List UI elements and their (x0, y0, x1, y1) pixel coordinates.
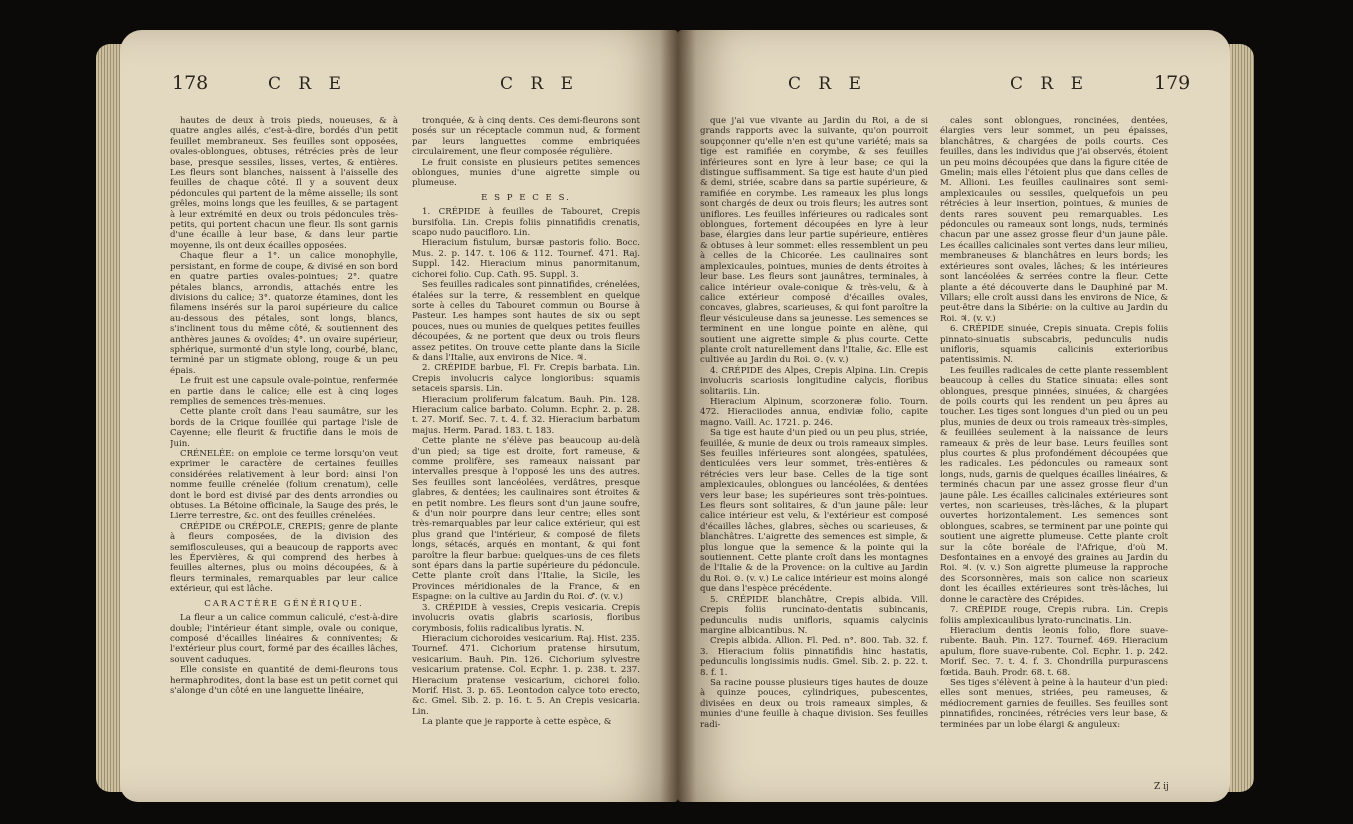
paragraph: La fleur a un calice commun caliculé, c'est-à-dire double; l'intérieur étant simple, ovale ou conique, composé d'écailles linéaires & conniventes; & l'extérieur plus court, formé par des écailles lâches, souvent caduques. (170, 613, 398, 665)
paragraph: 3. CRÉPIDE à vessies, Crepis vesicaria. Crepis involucris ovatis glabris scariosis, floribus corymbosis, foliis radicalibus lyratis. N. (412, 602, 640, 634)
paragraph: Hieracium cichoroides vesicarium. Raj. Hist. 235. Tournef. 471. Cichorium pratense hirsutum, vesicarium. Bauh. Pin. 126. Cichorium sylvestre vesicarium pratense. Col. Ecphr. 1. p. 238. t. 237. Hieracium pratense vesicarium, cichorei folio. Morif. Hist. 3. p. 65. Leontodon calyce toto erecto, &c. Gmel. Sib. 2. p. 16. t. 5. An Crepis vesicaria. Lin. (412, 633, 640, 717)
paragraph: 6. CRÉPIDE sinuée, Crepis sinuata. Crepis foliis pinnato-sinuatis subscabris, pedunculis nudis unifloris, squamis calicinis exterioribus patentissimis. N. (940, 324, 1168, 366)
paragraph: cales sont oblongues, roncinées, dentées, élargies vers leur sommet, un peu épaisses, blanchâtres, & chargées de poils courts. Ces feuilles, dans les individus que j'ai observés, étoient un peu moins découpées que dans la figure citée de Gmelin; mais elles l'étoient plus que dans celles de M. Allioni. Les feuilles caulinaires sont semi-amplexicaules ou sessiles, quelquefois un peu rétrécies à leur insertion, pointues, & munies de dents rares souvent peu remarquables. Les pédoncules ou rameaux sont longs, nuds, terminés chacun par une assez grosse fleur d'un jaune pâle. Les écailles calicinales sont vertes dans leur milieu, membraneuses & blanchâtres en leurs bords; les extérieures sont ovales, lâches; & les intérieures sont lancéolées & serrées contre la fleur. Cette plante a été découverte dans le Dauphiné par M. Villars; elle croît aussi dans les environs de Nice, & peut-être dans la Sibérie: on la cultive au Jardin du Roi. ♃. (v. v.) (940, 116, 1168, 324)
right-page (678, 30, 1230, 802)
paragraph: Chaque fleur a 1°. un calice monophylle, persistant, en forme de coupe, & divisé en son bord en quatre parties ovales-pointues; 2°. quatre pétales blancs, arrondis, attachés entre les divisions du calice; 3°. quatorze étamines, dont les filamens insérés sur la paroi supérieure du calice au-dessous des pétales, sont longs, blancs, s'inclinent tous du même côté, & soutiennent des anthères jaunes & ovoïdes; 4°. un ovaire supérieur, sphérique, surmonté d'un style long, courbé, blanc, terminé par un stigmate oblong, rouge & un peu épais. (170, 251, 398, 376)
paragraph: CRÉPIDE ou CRÉPOLE, CREPIS; genre de plante à fleurs composées, de la division des semiflosculeuses, qui a beaucoup de rapports avec les Épervières, & qui comprend des herbes à feuilles alternes, plus ou moins découpées, & à fleurs terminales, remarquables par leur calice extérieur, qui est lâche. (170, 521, 398, 595)
paragraph: Le fruit est une capsule ovale-pointue, renfermée en partie dans le calice; elle est à cinq loges remplies de semences très-menues. (170, 376, 398, 407)
paragraph: Hieracium proliferum falcatum. Bauh. Pin. 128. Hieracium calice barbato. Column. Ecphr. 2. p. 28. t. 27. Morif. Sec. 7. t. 4. f. 32. Hieracium barbatum majus. Herm. Parad. 183. t. 183. (412, 394, 640, 436)
page-number-left: 178 (172, 72, 209, 94)
running-header-left-2: C R E (500, 74, 580, 94)
paragraph: 2. CRÉPIDE barbue, Fl. Fr. Crepis barbata. Lin. Crepis involucris calyce longioribus: squamis setaceis sparsis. Lin. (412, 363, 640, 395)
paragraph: Elle consiste en quantité de demi-fleurons tous hermaphrodites, dont la base est un petit cornet qui s'alonge d'un côté en une languette linéaire, (170, 665, 398, 696)
right-page-column-1 (700, 116, 928, 802)
section-heading: CARACTÈRE GÉNÉRIQUE. (204, 598, 364, 609)
paragraph: que j'ai vue vivante au Jardin du Roi, a de si grands rapports avec la suivante, qu'on pourroit soupçonner qu'elle n'en est qu'une variété; mais sa tige est ramifiée en corymbe, & ses feuilles inférieures sont en lyre à leur base; ce qui la distingue suffisamment. Sa tige est haute d'un pied & demi, striée, scabre dans sa partie supérieure, & ramifiée en corymbe. Les rameaux les plus longs sont chargés de deux ou trois fleurs; les autres sont uniflores. Les feuilles inférieures ou radicales sont oblongues, fortement découpées en lyre à leur base, élargies dans leur partie supérieure, entières & obtuses à leur sommet: elles ressemblent un peu à celles de la Chicorée. Les caulinaires sont amplexicaules, pointues, munies de dents étroites à leur base. Les fleurs sont jaunâtres, terminales, à calice intérieur ovale-conique & très-velu, & à calice extérieur composé d'écailles ovales, concaves, glabres, scarieuses, & qui font paroître la fleur vésiculeuse dans sa jeunesse. Les semences se terminent en une longue pointe en alène, qui soutient une aigrette simple & plus courte. Cette plante croît naturellement dans l'Italie, &c. Elle est cultivée au Jardin du Roi. ⊙. (v. v.) (700, 116, 928, 366)
paragraph: Ses feuilles radicales sont pinnatifides, crénelées, étalées sur la terre, & ressemblent en quelque sorte à celles du Tabouret commun ou Bourse à Pasteur. Les hampes sont hautes de six ou sept pouces, nues ou munies de quelques petites feuilles découpées, & ne portent que deux ou trois fleurs assez petites. On trouve cette plante dans la Sicile & dans l'Italie, aux environs de Nice. ♃. (412, 280, 640, 363)
paragraph: Crepis albida. Allion. Fl. Ped. n°. 800. Tab. 32. f. 3. Hieracium foliis pinnatifidis hinc hastatis, pedunculis longissimis nudis. Gmel. Sib. 2. p. 22. t. 8. f. 1. (700, 636, 928, 678)
paragraph: 5. CRÉPIDE blanchâtre, Crepis albida. Vill. Crepis foliis runcinato-dentatis subincanis, pedunculis nudis unifloris, squamis calycinis margine albicantibus. N. (700, 594, 928, 636)
paragraph: La plante que je rapporte à cette espèce, & (422, 717, 612, 728)
running-header-right-1: C R E (788, 74, 868, 94)
paragraph: 4. CRÉPIDE des Alpes, Crepis Alpina. Lin. Crepis involucris scariosis longitudine calycis, floribus solitariis. Lin. (700, 365, 928, 397)
right-page-column-2 (940, 116, 1168, 802)
paragraph: Cette plante croît dans l'eau saumâtre, sur les bords de la Crique fouillée qui partage l'isle de Cayenne; elle fleurit & fructifie dans le mois de Juin. (170, 407, 398, 449)
paragraph: Hieracium fistulum, bursæ pastoris folio. Bocc. Mus. 2. p. 147. t. 106 & 112. Tournef. 471. Raj. Suppl. 142. Hieracium minus panormitanum, cichorei folio. Cup. Cath. 95. Suppl. 3. (412, 238, 640, 280)
paragraph: Les feuilles radicales de cette plante ressemblent beaucoup à celles du Statice sinuata: elles sont oblongues, presque pinnées, sinuées, & chargées de poils courts qui les rendent un peu âpres au toucher. Les tiges sont longues d'un pied ou un peu plus, munies de deux ou trois rameaux très-simples, & feuillées seulement à la naissance de leurs rameaux & près de leur base. Leurs feuilles sont plus courtes & plus profondément découpées que les radicales. Les pédoncules ou rameaux sont longs, nuds, garnis de quelques écailles linéaires, & terminés chacun par une assez grosse fleur d'un jaune pâle. Les écailles calicinales extérieures sont vertes, non scarieuses, très-lâches, & la plupart ouvertes horizontalement. Les semences sont oblongues, scabres, se terminent par une pointe qui soutient une aigrette plumeuse. Cette plante croît sur la côte boréale de l'Afrique, d'où M. Desfontaines en a envoyé des graines au Jardin du Roi. ♃. (v. v.) Son aigrette plumeuse la rapproche des Scorsonnères, mais son calice non scarieux dont les écailles extérieures sont très-lâches, lui donne le caractère des Crépides. (940, 365, 1168, 605)
paragraph: Hieracium dentis leonis folio, flore suave-rubente. Bauh. Pin. 127. Tournef. 469. Hieracium apulum, flore suave-rubente. Col. Ecphr. 1. p. 242. Morif. Sec. 7. t. 4. f. 3. Chondrilla purpurascens fœtida. Bauh. Prodr. 68. t. 68. (940, 625, 1168, 678)
paragraph: Sa racine pousse plusieurs tiges hautes de douze à quinze pouces, cylindriques, pubescentes, divisées en deux ou trois rameaux simples, & munies d'une feuille à chaque division. Ses feuilles radi- (700, 677, 928, 730)
paragraph: Le fruit consiste en plusieurs petites semences oblongues, munies d'une aigrette simple ou plumeuse. (412, 157, 640, 189)
right-page-edges (1226, 44, 1254, 792)
paragraph: 7. CRÉPIDE rouge, Crepis rubra. Lin. Crepis foliis amplexicaulibus lyrato-runcinatis. Lin. (940, 605, 1168, 626)
paragraph: tronquée, & à cinq dents. Ces demi-fleurons sont posés sur un réceptacle commun nud, & forment par leurs languettes comme embriquées circulairement, une fleur composée régulière. (412, 116, 640, 158)
paragraph: Hieracium Alpinum, scorzoneræ folio. Tourn. 472. Hieraciiodes annua, endiviæ folio, capite magno. Vaill. Ac. 1721. p. 246. (700, 396, 928, 428)
running-header-right-2: C R E (1010, 74, 1090, 94)
left-page-column-2 (412, 116, 640, 802)
left-page-column-1 (170, 116, 398, 802)
paragraph: hautes de deux à trois pieds, noueuses, & à quatre angles ailés, c'est-à-dire, bordés d'un petit feuillet membraneux. Ses feuilles sont opposées, ovales-oblongues, obtuses, rétrécies près de leur base, presque sessiles, lisses, vertes, & entières. Les fleurs sont blanches, naissent à l'aisselle des feuilles de chaque côté. Il y a souvent deux pédoncules qui partent de la même aisselle; ils sont grêles, moins longs que les feuilles, & se partagent à leur extrémité en deux ou trois pédoncules très-petits, qui portent chacun une fleur. Ils sont garnis d'une écaille à leur base, & dans leur partie moyenne, ils ont deux écailles opposées. (170, 116, 398, 251)
section-heading: E S P E C E S. (481, 192, 571, 203)
left-page (120, 30, 678, 802)
paragraph: Sa tige est haute d'un pied ou un peu plus, striée, feuillée, & munie de deux ou trois rameaux simples. Ses feuilles inférieures sont alongées, spatulées, denticulées vers leur sommet, très-entières & rétrécies vers leur base. Celles de la tige sont amplexicaules, oblongues ou lancéolées, & dentées vers leur base; les supérieures sont très-pointues. Les fleurs sont solitaires, & d'un jaune pâle: leur calice intérieur est velu, & l'extérieur est composé d'écailles lâches, glabres, sèches ou scarieuses, & blanchâtres. L'aigrette des semences est simple, & plus longue que la semence & la pointe qui la soutiennent. Cette plante croît dans les montagnes de l'Italie & de la Provence: on la cultive au Jardin du Roi. ⊙. (v. v.) Le calice intérieur est moins alongé que dans l'espèce précédente. (700, 428, 928, 595)
paragraph: 1. CRÉPIDE à feuilles de Tabouret, Crepis bursifolia. Lin. Crepis foliis pinnatifidis crenatis, scapo nudo paucifloro. Lin. (412, 207, 640, 239)
paragraph: Ses tiges s'élèvent à peine à la hauteur d'un pied: elles sont menues, striées, peu rameuses, & médiocrement garnies de feuilles. Ses feuilles sont pinnatifides, roncinées, rétrécies vers leur base, & terminées par un lobe élargi & anguleux: (940, 677, 1168, 730)
running-header-left-1: C R E (268, 74, 348, 94)
page-number-right: 179 (1154, 72, 1191, 94)
book-gutter (660, 30, 696, 802)
paragraph: Cette plante ne s'élève pas beaucoup au-delà d'un pied; sa tige est droite, fort rameuse, & comme prolifère, ses rameaux naissant par intervalles presque à l'opposé les uns des autres. Ses feuilles sont lancéolées, verdâtres, presque glabres, & dentées; les caulinaires sont étroites & en petit nombre. Les fleurs sont d'un jaune soufre, & d'un noir pourpre dans leur centre; elles sont très-remarquables par leur calice extérieur, qui est plus grand que l'intérieur, & composé de filets longs, sétacés, arqués en montant, & qui font paroître la fleur barbue: quelques-uns de ces filets sont épars dans la partie supérieure du pédoncule. Cette plante croît dans l'Italie, la Sicile, les Provinces méridionales de la France, & en Espagne: on la cultive au Jardin du Roi. ♂. (v. v.) (412, 436, 640, 603)
paragraph: CRÉNELÉE: on emploie ce terme lorsqu'on veut exprimer le caractère de certaines feuilles considérées relativement à leur bord: ainsi l'on nomme feuille crénelée (folium crenatum), celle dont le bord est divisé par des dents arrondies ou obtuses. La Bétoine officinale, la Sauge des prés, le Lierre terrestre, &c. ont des feuilles crénelées. (170, 449, 398, 522)
signature-mark: Z ij (1154, 782, 1169, 792)
